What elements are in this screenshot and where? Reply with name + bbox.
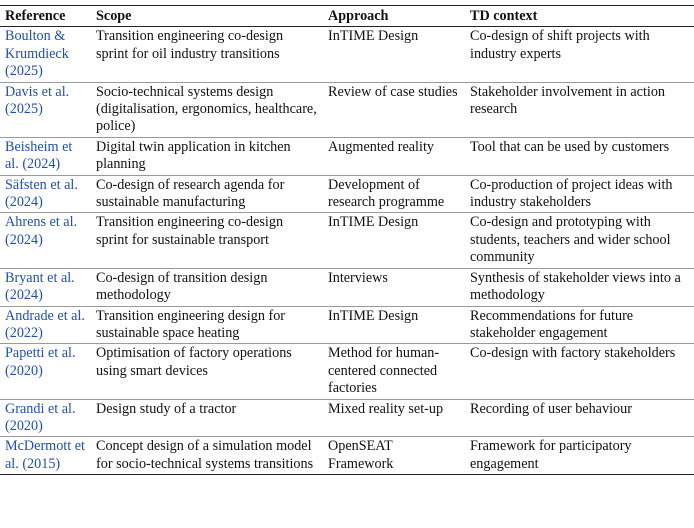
reference-link[interactable]: Ahrens et al. (2024) (0, 213, 90, 268)
approach-cell: Review of case studies (322, 82, 464, 137)
scope-cell: Digital twin application in kitchen planning (90, 137, 322, 175)
header-td-context: TD context (464, 6, 694, 27)
header-reference: Reference (0, 6, 90, 27)
header-scope: Scope (90, 6, 322, 27)
approach-cell: InTIME Design (322, 27, 464, 82)
td-context-cell: Co-design with factory stakeholders (464, 344, 694, 399)
reference-link[interactable]: Säfsten et al. (2024) (0, 175, 90, 213)
scope-cell: Co-design of transition design methodology (90, 268, 322, 306)
table-row (0, 27, 694, 82)
scope-cell: Transition engineering design for sustainable space heating (90, 306, 322, 344)
reference-link[interactable]: Grandi et al. (2020) (0, 399, 90, 437)
td-context-cell: Framework for participatory engagement (464, 437, 694, 475)
reference-link[interactable]: Andrade et al. (2022) (0, 306, 90, 344)
scope-cell: Optimisation of factory operations using smart devices (90, 344, 322, 399)
td-context-cell: Tool that can be used by customers (464, 137, 694, 175)
approach-cell: Development of research programme (322, 175, 464, 213)
reference-link[interactable]: Beisheim et al. (2024) (0, 137, 90, 175)
td-context-cell: Co-production of project ideas with industry stakeholders (464, 175, 694, 213)
scope-cell: Socio-technical systems design (digitalisation, ergonomics, healthcare, police) (90, 82, 322, 137)
approach-cell: InTIME Design (322, 213, 464, 268)
approach-cell: OpenSEAT Framework (322, 437, 464, 475)
approach-cell: Augmented reality (322, 137, 464, 175)
scope-cell: Transition engineering co-design sprint for oil industry transitions (90, 27, 322, 82)
literature-table (0, 6, 694, 475)
table-row (0, 437, 694, 475)
table-row (0, 399, 694, 437)
td-context-cell: Stakeholder involvement in action research (464, 82, 694, 137)
table-row (0, 306, 694, 344)
reference-link[interactable]: McDermott et al. (2015) (0, 437, 90, 475)
td-context-cell: Synthesis of stakeholder views into a methodology (464, 268, 694, 306)
table-row (0, 82, 694, 137)
td-context-cell: Recommendations for future stakeholder engagement (464, 306, 694, 344)
approach-cell: Interviews (322, 268, 464, 306)
approach-cell: Method for human-centered connected factories (322, 344, 464, 399)
reference-link[interactable]: Papetti et al. (2020) (0, 344, 90, 399)
table-row (0, 137, 694, 175)
td-context-cell: Co-design and prototyping with students, teachers and wider school community (464, 213, 694, 268)
approach-cell: Mixed reality set-up (322, 399, 464, 437)
header-row (0, 6, 694, 27)
table-row (0, 213, 694, 268)
td-context-cell: Recording of user behaviour (464, 399, 694, 437)
td-context-cell: Co-design of shift projects with industry experts (464, 27, 694, 82)
scope-cell: Design study of a tractor (90, 399, 322, 437)
header-approach: Approach (322, 6, 464, 27)
table-row (0, 268, 694, 306)
reference-link[interactable]: Davis et al. (2025) (0, 82, 90, 137)
scope-cell: Concept design of a simulation model for socio-technical systems transitions (90, 437, 322, 475)
scope-cell: Co-design of research agenda for sustainable manufacturing (90, 175, 322, 213)
reference-link[interactable]: Bryant et al. (2024) (0, 268, 90, 306)
approach-cell: InTIME Design (322, 306, 464, 344)
table-row (0, 175, 694, 213)
scope-cell: Transition engineering co-design sprint for sustainable transport (90, 213, 322, 268)
table-row (0, 344, 694, 399)
reference-link[interactable]: Boulton & Krumdieck (2025) (0, 27, 90, 82)
